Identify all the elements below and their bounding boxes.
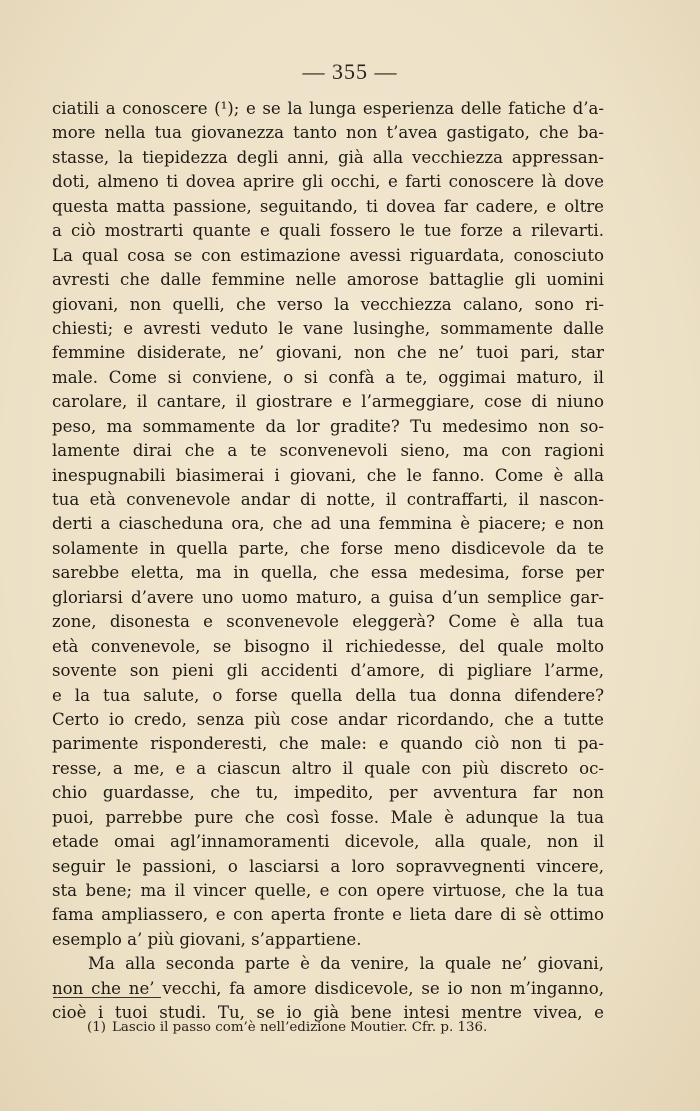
text-line: esemplo a’ più giovani, s’appartiene. [52, 929, 362, 949]
text-line: stasse, la tiepidezza degli anni, già alla vecchiezza appressan- [52, 147, 604, 167]
body-text [52, 97, 604, 1026]
footnote-divider [53, 997, 161, 998]
text-line: etade omai agl’innamoramenti dicevole, alla quale, non il [52, 832, 604, 852]
page-number: — 355 — [302, 59, 398, 84]
text-line: Certo io credo, senza più cose andar ricordando, che a tutte [52, 709, 604, 729]
text-line: carolare, il cantare, il giostrare e l’armeggiare, cose di niuno [52, 392, 604, 412]
text-line: puoi, parrebbe pure che così fosse. Male è adunque la tua [52, 807, 604, 827]
text-line: sovente son pieni gli accidenti d’amore, di pigliare l’arme, [52, 661, 604, 681]
text-line: zone, disonesta e sconvenevole eleggerà? Come è alla tua [52, 612, 604, 632]
text-line: femmine disiderate, ne’ giovani, non che ne’ tuoi pari, star [52, 343, 604, 363]
text-line: more nella tua giovanezza tanto non t’avea gastigato, che ba- [52, 123, 604, 143]
text-line: seguir le passioni, o lasciarsi a loro sopravvegnenti vincere, [52, 856, 604, 876]
text-line: lamente dirai che a te sconvenevoli sieno, ma con ragioni [52, 441, 604, 461]
text-line: a ciò mostrarti quante e quali fossero le tue forze a rilevarti. [52, 221, 604, 241]
text-line: sta bene; ma il vincer quelle, e con opere virtuose, che la tua [52, 881, 604, 900]
text-line: male. Come si conviene, o si confà a te, oggimai maturo, il [52, 367, 604, 387]
paragraph [52, 952, 604, 1025]
text-line: chio guardasse, che tu, impedito, per avventura far non [52, 783, 604, 803]
text-line: Ma alla seconda parte è da venire, la quale ne’ giovani, [88, 954, 604, 974]
footnote-marker: (1) [87, 1020, 106, 1035]
text-line: questa matta passione, seguitando, ti dovea far cadere, e oltre [52, 196, 604, 216]
text-line: solamente in quella parte, che forse meno disdicevole da te [52, 538, 604, 558]
text-line: e la tua salute, o forse quella della tua donna difendere? [52, 685, 604, 705]
text-line: età convenevole, se bisogno il richiedesse, del quale molto [52, 636, 604, 656]
footnote-text: Lascio il passo com’è nell’edizione Moutier. Cfr. p. 136. [111, 1020, 488, 1035]
text-line: avresti che dalle femmine nelle amorose battaglie gli uomini [52, 270, 604, 290]
text-line: sarebbe eletta, ma in quella, che essa medesima, forse per [52, 563, 604, 583]
text-line: chiesti; e avresti veduto le vane lusinghe, sommamente dalle [52, 318, 604, 338]
text-line: peso, ma sommamente da lor gradite? Tu medesimo non so- [52, 416, 604, 436]
paragraph [52, 97, 604, 952]
footnote [87, 1020, 487, 1035]
text-line: fama ampliassero, e con aperta fronte e lieta dare di sè ottimo [52, 905, 604, 925]
text-line: giovani, non quelli, che verso la vecchiezza calano, sono ri- [52, 294, 604, 314]
text-line: doti, almeno ti dovea aprire gli occhi, e farti conoscere là dove [52, 172, 604, 192]
text-line: resse, a me, e a ciascun altro il quale con più discreto oc- [52, 758, 604, 778]
text-line: derti a ciascheduna ora, che ad una femmina è piacere; e non [52, 514, 604, 534]
text-line: gloriarsi d’avere uno uomo maturo, a guisa d’un semplice gar- [52, 587, 604, 607]
text-line: cioè i tuoi studi. Tu, se io già bene intesi mentre vivea, e [52, 1003, 604, 1023]
text-line: inespugnabili biasimerai i giovani, che le fanno. Come è alla [52, 465, 604, 485]
text-line: non che ne’ vecchi, fa amore disdicevole, se io non m’inganno, [52, 978, 604, 998]
text-line: tua età convenevole andar di notte, il contraffarti, il nascon- [52, 490, 604, 509]
text-line: parimente risponderesti, che male: e quando ciò non ti pa- [52, 734, 604, 754]
text-line: ciatili a conoscere (¹); e se la lunga esperienza delle fatiche d’a- [52, 99, 604, 118]
text-line: La qual cosa se con estimazione avessi riguardata, conosciuto [52, 245, 604, 265]
